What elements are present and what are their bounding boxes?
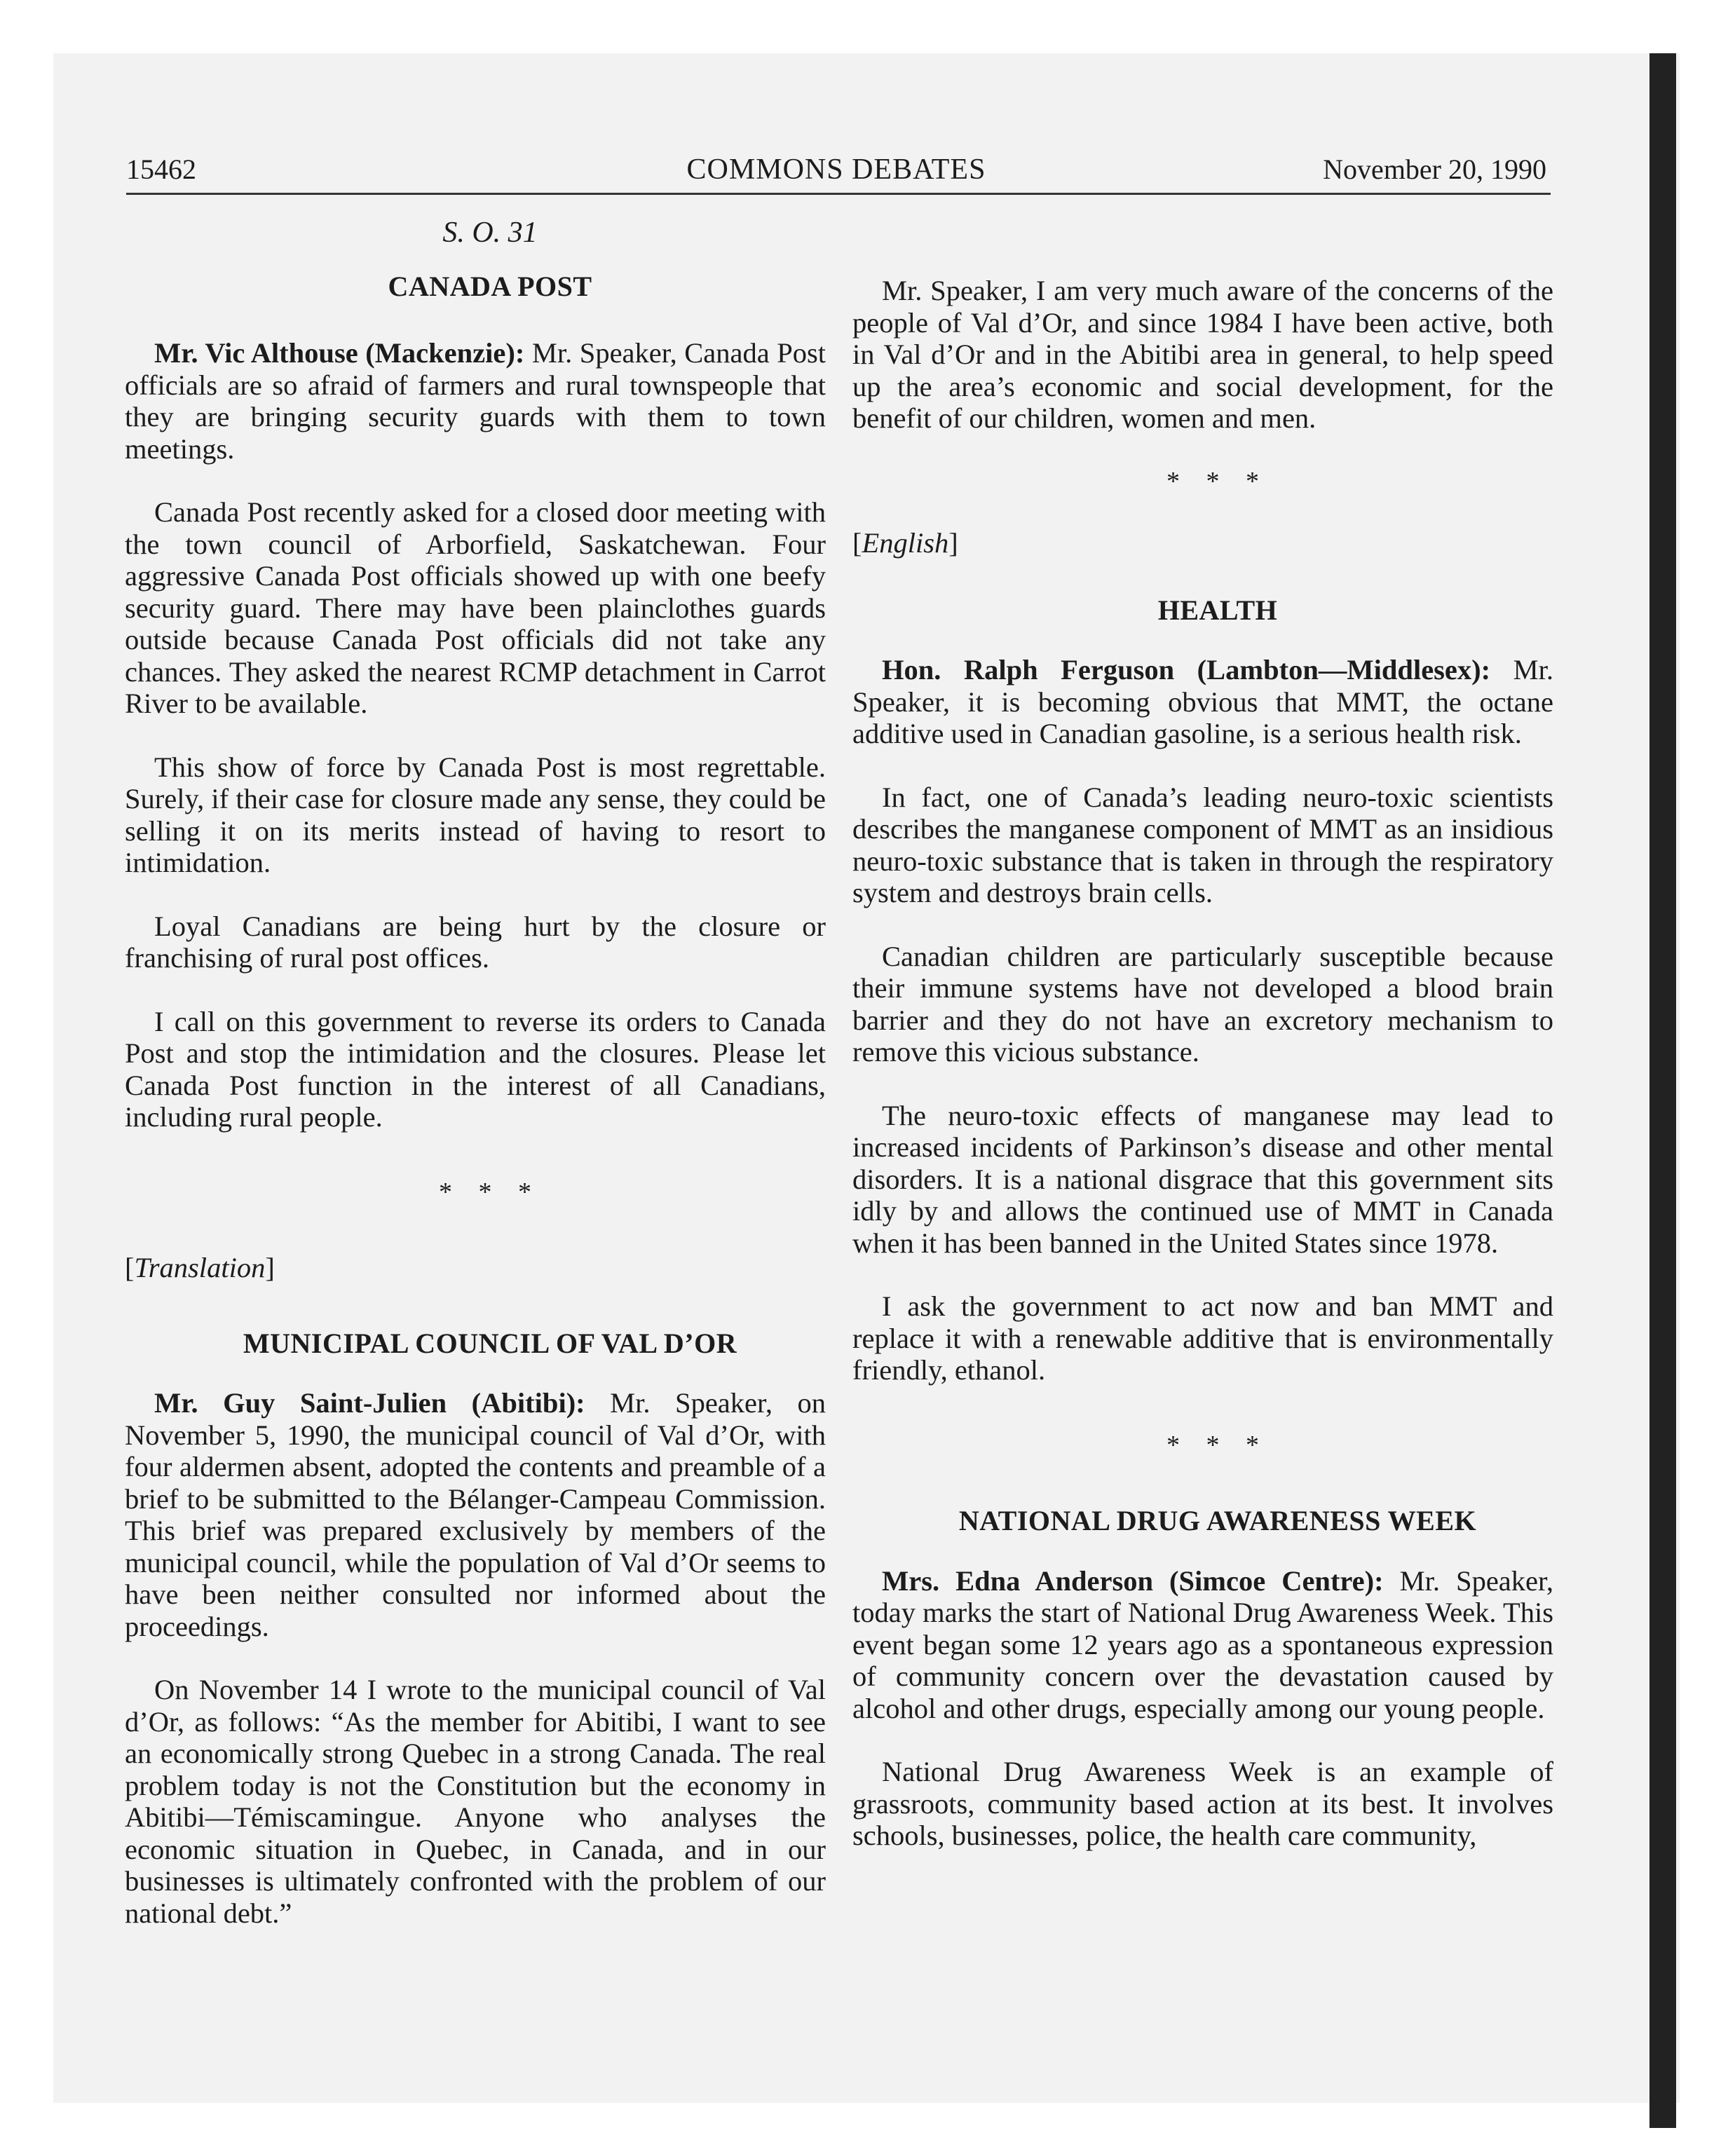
paragraph: The neuro-toxic effects of manganese may lead to increased incidents of Parkinson’s disease and other mental disorders. It is a national disgrace that this government sits idly by and allows the continued use of MMT in Canada when it has been banned in the United States since 1978. (852, 1099, 1553, 1259)
section-separator: * * * (1166, 1430, 1269, 1460)
paragraph: Mrs. Edna Anderson (Simcoe Centre): Mr. Speaker, today marks the start of National Drug Awareness Week. This event began some 12 years ago as a spontaneous expression of community concern over the devastation caused by alcohol and other drugs, especially among our young people. (852, 1564, 1553, 1724)
section-separator: * * * (1166, 466, 1269, 496)
heading-val-dor: MUNICIPAL COUNCIL OF VAL D’OR (243, 1327, 737, 1359)
paragraph: National Drug Awareness Week is an example of grassroots, community based action at its best. It involves schools, businesses, police, the health care community, (852, 1756, 1553, 1851)
paragraph: I call on this government to reverse its orders to Canada Post and stop the intimidation and the closures. Please let Canada Post function in the interest of all Canadians, including rural people. (125, 1005, 826, 1133)
speaker-name: Mrs. Edna Anderson (Simcoe Centre): (882, 1564, 1384, 1597)
paragraph: On November 14 I wrote to the municipal council of Val d’Or, as follows: “As the member for Abitibi, I want to see an economically strong Quebec in a strong Canada. The real problem today is not the Constitution but the economy in Abitibi—Témiscamingue. Anyone who analyses the economic situation in Quebec, in Canada, and in our businesses is ultimately confronted with the problem of our national debt.” (125, 1674, 826, 1929)
paragraph: Loyal Canadians are being hurt by the closure or franchising of rural post offices. (125, 910, 826, 974)
heading-drug-awareness: NATIONAL DRUG AWARENESS WEEK (958, 1505, 1477, 1536)
language-label: [English] (852, 527, 958, 559)
heading-canada-post: CANADA POST (388, 270, 592, 302)
speaker-name: Mr. Guy Saint-Julien (Abitibi): (154, 1387, 585, 1419)
paragraph: Canada Post recently asked for a closed door meeting with the town council of Arborfield, Saskatchewan. Four aggressive Canada Post officials showed up with one beefy security guard. There may have been plainclothes guards outside because Canada Post officials did not take any chances. They asked the nearest RCMP detachment in Carrot River to be available. (125, 496, 826, 719)
paragraph: This show of force by Canada Post is most regrettable. Surely, if their case for closure made any sense, they could be selling it on its merits instead of having to resort to intimidation. (125, 751, 826, 878)
publication-title: COMMONS DEBATES (686, 153, 986, 186)
heading-health: HEALTH (1157, 594, 1278, 626)
paragraph: Mr. Vic Althouse (Mackenzie): Mr. Speaker, Canada Post officials are so afraid of farmers and rural townspeople that they are bringing security guards with them to town meetings. (125, 337, 826, 465)
paragraph: Mr. Guy Saint-Julien (Abitibi): Mr. Speaker, on November 5, 1990, the municipal council of Val d’Or, with four aldermen absent, adopted the contents and preamble of a brief to be submitted to the Bélanger-Campeau Commission. This brief was prepared exclusively by members of the municipal council, while the population of Val d’Or seems to have been neither consulted nor informed about the proceedings. (125, 1387, 826, 1642)
left-column (125, 217, 826, 1929)
paragraph: Canadian children are particularly susceptible because their immune systems have not developed a blood brain barrier and they do not have an excretory mechanism to remove this vicious substance. (852, 940, 1553, 1067)
header-rule (126, 193, 1551, 195)
paragraph: In fact, one of Canada’s leading neuro-toxic scientists describes the manganese component of MMT as an insidious neuro-toxic substance that is taken in through the respiratory system and destroys brain cells. (852, 781, 1553, 908)
section-separator: * * * (439, 1177, 541, 1207)
right-column (852, 217, 1553, 1852)
running-header (126, 153, 1546, 195)
publication-date: November 20, 1990 (1323, 153, 1546, 185)
paragraph: I ask the government to act now and ban MMT and replace it with a renewable additive that is environmentally friendly, ethanol. (852, 1290, 1553, 1386)
speaker-name: Mr. Vic Althouse (Mackenzie): (154, 337, 525, 369)
paragraph: Hon. Ralph Ferguson (Lambton—Middlesex): Mr. Speaker, it is becoming obvious that MMT, the octane additive used in Canadian gasoline, is a serious health risk. (852, 654, 1554, 749)
standing-order-label: S. O. 31 (442, 217, 538, 249)
paragraph: Mr. Speaker, I am very much aware of the concerns of the people of Val d’Or, and since 1984 I have been active, both in Val d’Or and in the Abitibi area in general, to help speed up the area’s economic and social development, for the benefit of our children, women and men. (852, 275, 1553, 434)
page-number: 15462 (126, 153, 196, 185)
scan-edge-bar (1649, 53, 1676, 2128)
speaker-name: Hon. Ralph Ferguson (Lambton—Middlesex): (882, 654, 1491, 685)
language-label: [Translation] (125, 1252, 275, 1283)
